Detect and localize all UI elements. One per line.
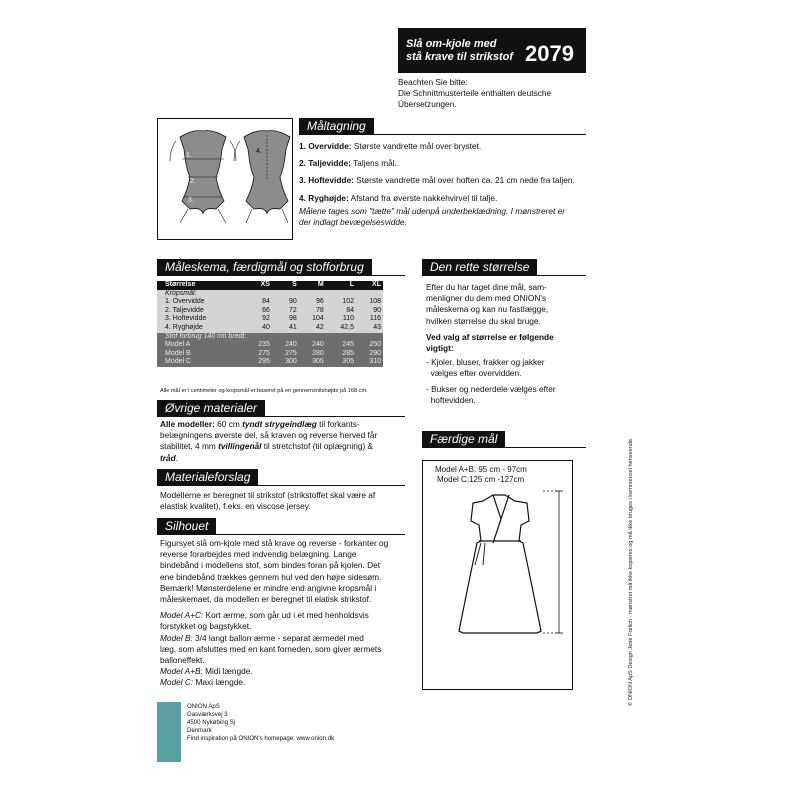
table-row: 1. Overvidde 84 90 96 102 108 (165, 298, 381, 306)
ovrige-text: Alle modeller: 60 cm tyndt strygeindlæg til forkants- belægningens øverste del, så kraven og reverse herved får stabilitet, 4 mm tvillingenål til stretchstof (til oplægning) & tråd. (160, 419, 378, 463)
section-title-faerdige: Færdige mål (422, 431, 505, 448)
vertical-copyright: © ONION ApS Design Jette Frølich - mønstret må ikke kopieres og må ikke bruges i kommerciel henseende. (628, 437, 634, 706)
section-divider (299, 134, 586, 135)
section-title-ovrige: Øvrige materialer (157, 400, 265, 417)
den-rette-text: Efter du har taget dine mål, sam- menligner du dem med ONION's måleskema og kan nu fastlægge, hvilken størrelse du skal bruge. Ved valg af størrelse er følgende vigtigt: - Kjoler, bluser, frakker og jakker vælges efter overvidden. - Bukser og nederdele vælges efter hoftevidden. (426, 282, 556, 405)
maaltagning-list (299, 141, 589, 228)
german-note-line: Beachten Sie bitte: (398, 77, 468, 87)
german-note-line: Die Schnittmusterteile enthalten deutsche (398, 88, 552, 99)
section-divider (157, 485, 405, 486)
table-row: 2. Taljevidde 66 72 78 84 90 (165, 306, 381, 314)
footer-address: ONION ApS Gasværksvej 3 4500 Nykøbing Sj Denmark Find inspiration på ONION's homepage: www.onion.dk (187, 703, 335, 742)
figure-label: 2. (190, 178, 196, 185)
figure-label: 1. (186, 152, 192, 159)
body-figure (157, 118, 293, 240)
figure-label: 4. (256, 148, 262, 155)
measure-item: 1. Overvidde: Største vandrette mål over brystet. (299, 141, 482, 151)
title-block (398, 28, 586, 73)
dress-illustration (423, 461, 572, 689)
table-row: Model B 275 275 280 285 290 (165, 349, 381, 357)
figure-label: 3. (188, 197, 194, 204)
dress-figure (422, 460, 573, 690)
footer-company: ONION ApS (187, 703, 220, 710)
title-line-1: Slå om-kjole med (406, 38, 497, 50)
section-title-den-rette: Den rette størrelse (422, 259, 537, 276)
section-divider (157, 275, 405, 276)
table-group-label: Kropsmål: (165, 289, 197, 297)
size-table (157, 281, 383, 367)
measure-note: Målene tages som "tætte" mål udenpå underbeklædning. I mønstreret er der indlagt bevægelsesvidde. (299, 205, 565, 228)
table-row: Model C 295 300 305 305 310 (165, 358, 381, 366)
title-line-2: stå krave til strikstof (406, 51, 513, 63)
german-note-line: Übersetzungen. (398, 99, 457, 110)
section-title-maaleskema: Måleskema, færdigmål og stofforbrug (157, 259, 372, 276)
measure-item: 4. Ryghøjde: Afstand fra øverste nakkehvirvel til talje. (299, 192, 498, 203)
section-divider (422, 447, 586, 448)
table-row: Model A 235 240 240 245 250 (165, 341, 381, 349)
finished-length-line-2: Model C:125 cm -127cm (437, 475, 525, 484)
body-measure-illustration (158, 119, 292, 239)
footer-website: Find inspiration på ONION's homepage: www.onion.dk (187, 735, 335, 742)
table-header-row: Størrelse XS S M L XL (157, 281, 383, 290)
section-divider (157, 534, 405, 535)
silhouet-text: Figursyet slå om-kjole med stå krave og reverse - forkanter og reverse forarbejdes med indvendig belægning. Lange bindebånd i modellens stof, som bindes foran på kjolen. Det ene bindebånd trækkes gennem hul ved den højre sidesøm. Bemærk! Mønsterdelene er mindre end angivne kropsmål i måleskemaet, da modellen er beregnet til elatisk strikstof. Model A+C: Kort ærme, som går ud i et med henholdsvis forstykket og bagstykket. Model B: 3/4 langt ballon ærme - separat ærmedel med læg, som afsluttes med en kant forneden, som giver ærmets balloneffekt. Model A+B: Midi længde. Model C: Maxi længde. (160, 538, 389, 688)
table-group-label: Stof forbrug 140 cm bredt: (165, 332, 247, 340)
measure-item: 2. Taljevidde: Taljens mål. (299, 158, 397, 169)
teal-block (157, 702, 181, 762)
section-title-maaltagning: Måltagning (299, 118, 374, 135)
table-row: 3. Hoftevidde 92 98 104 110 116 (165, 315, 381, 323)
finished-length-line-1: Model A+B: 95 cm - 97cm (435, 465, 527, 474)
german-note (398, 77, 551, 111)
section-title-silhouet: Silhouet (157, 518, 216, 535)
materialeforslag-text: Modellerne er beregnet til strikstof (strikstoffet skal være af elastisk kvalitet), f.eks. en viscose jersey. (160, 490, 376, 512)
table-row: 4. Ryghøjde 40 41 42 42,5 43 (165, 323, 381, 331)
measure-item: 3. Hoftevidde: Største vandrette mål over hoften ca. 21 cm nede fra taljen. (299, 175, 575, 186)
section-divider (157, 416, 405, 417)
pattern-number: 2079 (525, 41, 574, 66)
table-footnote: Alle mål er i centimeter og kropsmål er baseret på en gennemsnitshøjde på 168 cm. (160, 388, 368, 394)
section-divider (422, 275, 586, 276)
section-title-materialeforslag: Materialeforslag (157, 469, 258, 486)
